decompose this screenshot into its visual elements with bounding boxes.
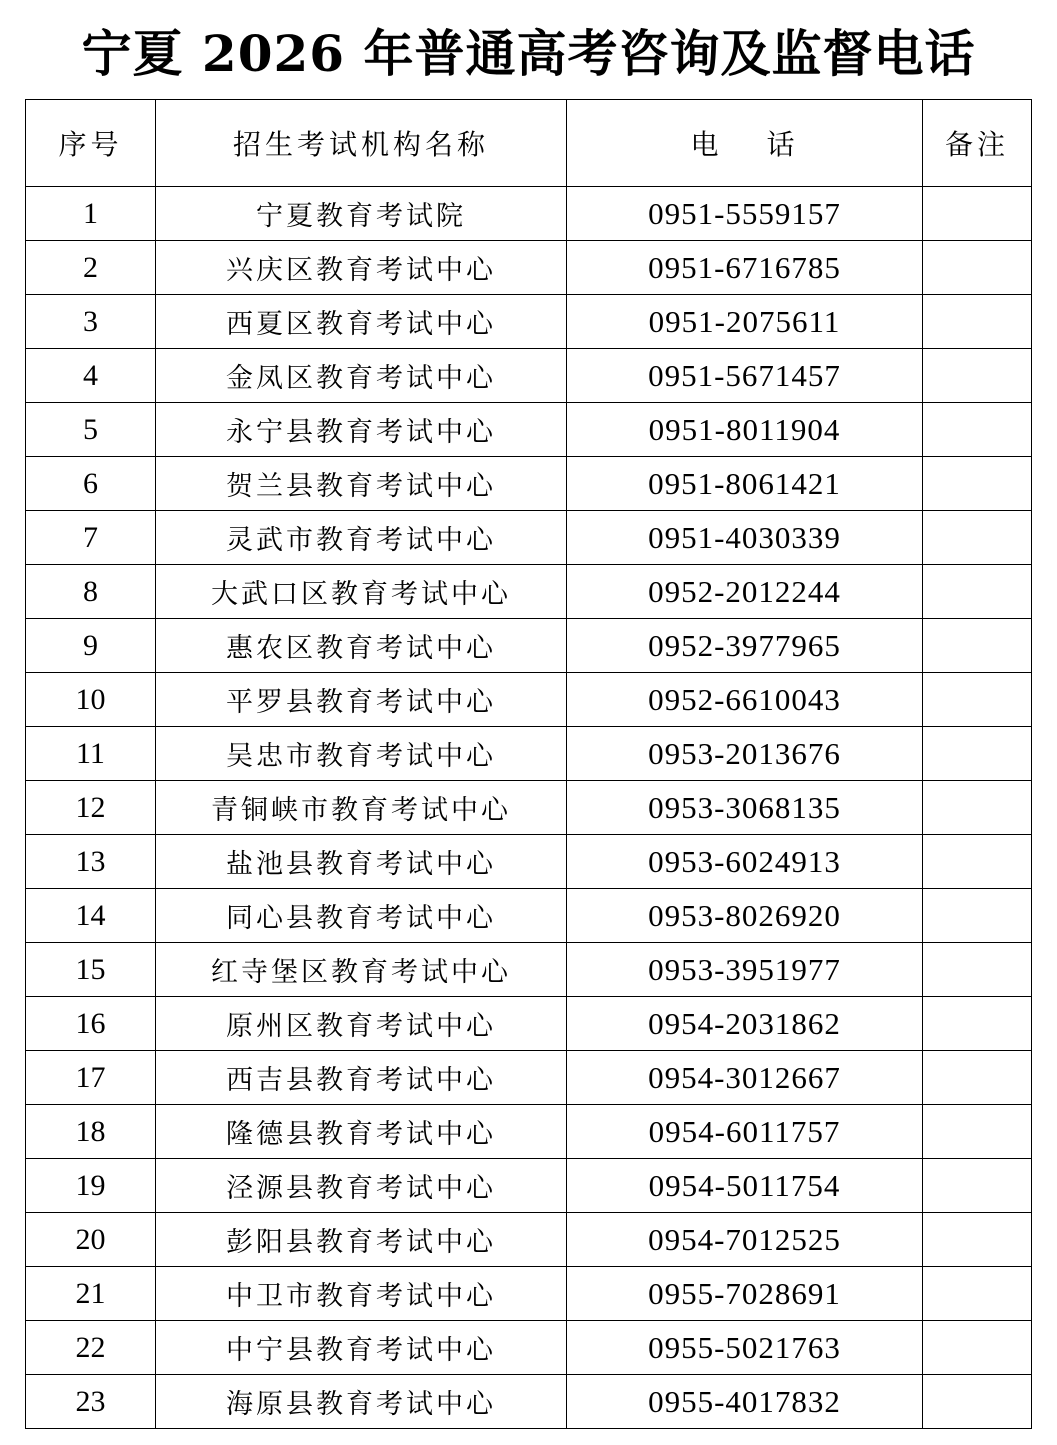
row-institution-name: 吴忠市教育考试中心: [156, 727, 567, 781]
row-note: [923, 781, 1032, 835]
table-row: [26, 187, 1032, 241]
row-note: [923, 1213, 1032, 1267]
row-phone: 0952-2012244: [567, 565, 923, 619]
contacts-table: [25, 99, 1032, 1429]
row-note: [923, 727, 1032, 781]
row-note: [923, 619, 1032, 673]
row-note: [923, 349, 1032, 403]
table-row: [26, 835, 1032, 889]
row-phone: 0951-8061421: [567, 457, 923, 511]
row-institution-name: 金凤区教育考试中心: [156, 349, 567, 403]
row-note: [923, 889, 1032, 943]
header-phone-right: 话: [766, 128, 799, 161]
row-number: 2: [26, 241, 156, 295]
row-phone: 0954-5011754: [567, 1159, 923, 1213]
row-note: [923, 457, 1032, 511]
row-institution-name: 原州区教育考试中心: [156, 997, 567, 1051]
table-row: [26, 565, 1032, 619]
page-title: 宁夏 2026 年普通高考咨询及监督电话: [81, 24, 976, 83]
table-row: [26, 457, 1032, 511]
table-row: [26, 781, 1032, 835]
row-number: 18: [26, 1105, 156, 1159]
row-note: [923, 943, 1032, 997]
header-phone-left: 电: [690, 128, 723, 161]
row-phone: 0951-6716785: [567, 241, 923, 295]
row-note: [923, 1321, 1032, 1375]
table-row: [26, 295, 1032, 349]
row-institution-name: 隆德县教育考试中心: [156, 1105, 567, 1159]
row-phone: 0955-5021763: [567, 1321, 923, 1375]
row-note: [923, 241, 1032, 295]
row-phone: 0954-2031862: [567, 997, 923, 1051]
row-note: [923, 1051, 1032, 1105]
row-note: [923, 403, 1032, 457]
row-number: 9: [26, 619, 156, 673]
row-institution-name: 彭阳县教育考试中心: [156, 1213, 567, 1267]
row-phone: 0953-2013676: [567, 727, 923, 781]
row-institution-name: 中卫市教育考试中心: [156, 1267, 567, 1321]
row-institution-name: 宁夏教育考试院: [156, 187, 567, 241]
table-row: [26, 1375, 1032, 1429]
row-institution-name: 同心县教育考试中心: [156, 889, 567, 943]
row-number: 22: [26, 1321, 156, 1375]
row-phone: 0953-3068135: [567, 781, 923, 835]
row-phone: 0955-7028691: [567, 1267, 923, 1321]
row-institution-name: 泾源县教育考试中心: [156, 1159, 567, 1213]
table-row: [26, 619, 1032, 673]
row-phone: 0954-6011757: [567, 1105, 923, 1159]
row-note: [923, 1105, 1032, 1159]
row-note: [923, 673, 1032, 727]
row-institution-name: 兴庆区教育考试中心: [156, 241, 567, 295]
row-number: 7: [26, 511, 156, 565]
header-phone: [567, 100, 923, 187]
table-row: [26, 673, 1032, 727]
row-phone: 0954-7012525: [567, 1213, 923, 1267]
row-institution-name: 大武口区教育考试中心: [156, 565, 567, 619]
row-phone: 0951-4030339: [567, 511, 923, 565]
row-number: 23: [26, 1375, 156, 1429]
table-row: [26, 943, 1032, 997]
row-phone: 0954-3012667: [567, 1051, 923, 1105]
row-number: 16: [26, 997, 156, 1051]
table-row: [26, 1213, 1032, 1267]
row-phone: 0951-5671457: [567, 349, 923, 403]
row-phone: 0953-3951977: [567, 943, 923, 997]
row-institution-name: 灵武市教育考试中心: [156, 511, 567, 565]
row-phone: 0951-2075611: [567, 295, 923, 349]
row-number: 6: [26, 457, 156, 511]
row-note: [923, 997, 1032, 1051]
table-row: [26, 997, 1032, 1051]
row-number: 21: [26, 1267, 156, 1321]
row-phone: 0952-3977965: [567, 619, 923, 673]
table-header-row: [26, 100, 1032, 187]
row-note: [923, 295, 1032, 349]
row-number: 17: [26, 1051, 156, 1105]
row-number: 1: [26, 187, 156, 241]
row-institution-name: 贺兰县教育考试中心: [156, 457, 567, 511]
row-number: 3: [26, 295, 156, 349]
row-institution-name: 西夏区教育考试中心: [156, 295, 567, 349]
row-institution-name: 西吉县教育考试中心: [156, 1051, 567, 1105]
table-row: [26, 1267, 1032, 1321]
table-row: [26, 511, 1032, 565]
row-phone: 0955-4017832: [567, 1375, 923, 1429]
row-number: 12: [26, 781, 156, 835]
row-note: [923, 1159, 1032, 1213]
row-number: 5: [26, 403, 156, 457]
table-row: [26, 889, 1032, 943]
row-number: 11: [26, 727, 156, 781]
row-note: [923, 565, 1032, 619]
row-institution-name: 海原县教育考试中心: [156, 1375, 567, 1429]
header-name: 招生考试机构名称: [156, 100, 567, 187]
row-note: [923, 511, 1032, 565]
row-note: [923, 835, 1032, 889]
row-institution-name: 青铜峡市教育考试中心: [156, 781, 567, 835]
table-row: [26, 1321, 1032, 1375]
table-row: [26, 241, 1032, 295]
table-row: [26, 1105, 1032, 1159]
row-phone: 0953-8026920: [567, 889, 923, 943]
table-body: [26, 100, 1032, 1429]
row-institution-name: 平罗县教育考试中心: [156, 673, 567, 727]
row-number: 14: [26, 889, 156, 943]
row-number: 20: [26, 1213, 156, 1267]
table-row: [26, 349, 1032, 403]
row-institution-name: 惠农区教育考试中心: [156, 619, 567, 673]
row-note: [923, 1375, 1032, 1429]
row-phone: 0953-6024913: [567, 835, 923, 889]
row-number: 15: [26, 943, 156, 997]
row-phone: 0951-8011904: [567, 403, 923, 457]
row-number: 4: [26, 349, 156, 403]
table-row: [26, 1159, 1032, 1213]
row-institution-name: 永宁县教育考试中心: [156, 403, 567, 457]
row-number: 10: [26, 673, 156, 727]
row-number: 8: [26, 565, 156, 619]
table-row: [26, 727, 1032, 781]
row-phone: 0952-6610043: [567, 673, 923, 727]
row-number: 19: [26, 1159, 156, 1213]
row-institution-name: 盐池县教育考试中心: [156, 835, 567, 889]
row-institution-name: 红寺堡区教育考试中心: [156, 943, 567, 997]
row-number: 13: [26, 835, 156, 889]
row-phone: 0951-5559157: [567, 187, 923, 241]
row-note: [923, 1267, 1032, 1321]
header-note: 备注: [923, 100, 1032, 187]
header-number: 序号: [26, 100, 156, 187]
table-row: [26, 1051, 1032, 1105]
table-row: [26, 403, 1032, 457]
row-institution-name: 中宁县教育考试中心: [156, 1321, 567, 1375]
row-note: [923, 187, 1032, 241]
